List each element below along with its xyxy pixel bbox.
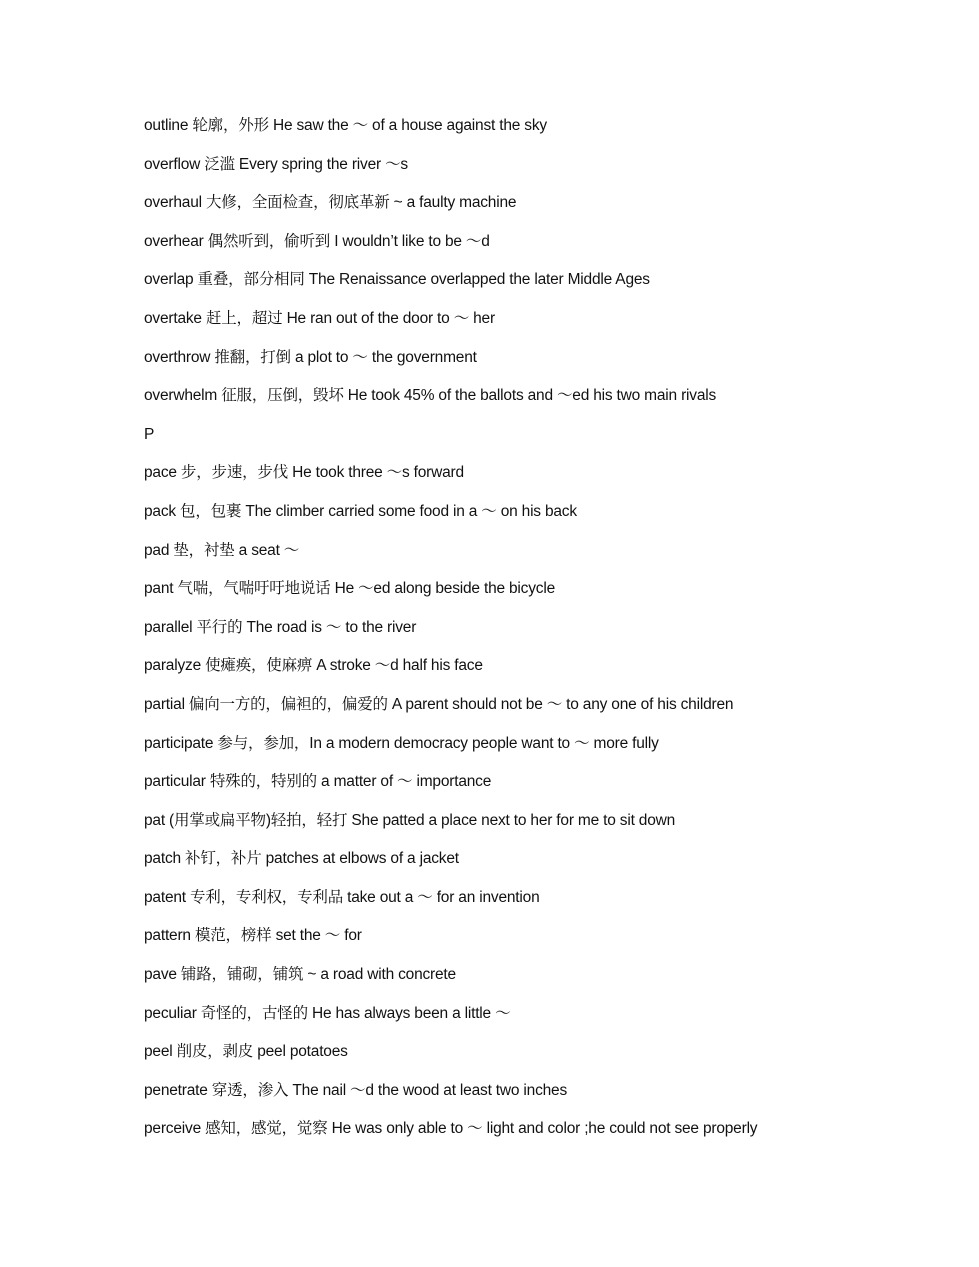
entry-outline: outline 轮廓，外形 He saw the ～ of a house against the sky (144, 117, 547, 134)
entry-perceive: perceive 感知，感觉，觉察 He was only able to ～ light and color ;he could not see properly (144, 1120, 758, 1138)
section-letter-p: P (144, 425, 155, 443)
entry-participate: participate 参与，参加，In a modern democracy people want to ～ more fully (144, 734, 659, 752)
entry-pad: pad 垫，衬垫 a seat ～ (144, 541, 300, 559)
entry-pave: pave 铺路，铺砌，铺筑 ~ a road with concrete (144, 966, 456, 984)
entry-pattern: pattern 模范，榜样 set the ～ for (144, 927, 362, 945)
vocabulary-list (144, 114, 904, 1156)
entry-patent: patent 专利，专利权，专利品 take out a ～ for an invention (144, 888, 540, 906)
entry-partial: partial 偏向一方的，偏袒的，偏爱的 A parent should not be ～ to any one of his children (144, 695, 734, 713)
entry-overwhelm: overwhelm 征服，压倒，毁坏 He took 45% of the ballots and ～ed his two main rivals (144, 387, 717, 405)
entry-overflow: overflow 泛滥 Every spring the river ～s (144, 155, 408, 173)
entry-overhear: overhear 偶然听到，偷听到 I wouldn’t like to be ～d (144, 232, 490, 250)
entry-parallel: parallel 平行的 The road is ～ to the river (144, 618, 417, 636)
entry-pace: pace 步，步速，步伐 He took three ～s forward (144, 464, 464, 482)
entry-patch: patch 补钉，补片 patches at elbows of a jacket (144, 850, 459, 868)
entry-particular: particular 特殊的，特别的 a matter of ～ importance (144, 773, 492, 791)
entry-peel: peel 削皮，剥皮 peel potatoes (144, 1043, 348, 1061)
entry-peculiar: peculiar 奇怪的，古怪的 He has always been a little ～ (144, 1004, 511, 1022)
entry-overthrow: overthrow 推翻，打倒 a plot to ～ the government (144, 348, 477, 366)
entry-paralyze: paralyze 使瘫痪，使麻痹 A stroke ～d half his face (144, 657, 483, 675)
entry-penetrate: penetrate 穿透，渗入 The nail ～d the wood at least two inches (144, 1081, 568, 1099)
entry-pat: pat (用掌或扁平物)轻拍，轻打 She patted a place next to her for me to sit down (144, 811, 676, 829)
entry-pack: pack 包，包裹 The climber carried some food in a ～ on his back (144, 502, 577, 520)
entry-overtake: overtake 赶上，超过 He ran out of the door to ～ her (144, 309, 495, 327)
entry-overlap: overlap 重叠，部分相同 The Renaissance overlapped the later Middle Ages (144, 271, 650, 289)
entry-pant: pant 气喘，气喘吁吁地说话 He ～ed along beside the bicycle (144, 580, 555, 598)
entry-overhaul: overhaul 大修，全面检查，彻底革新 ~ a faulty machine (144, 194, 517, 212)
